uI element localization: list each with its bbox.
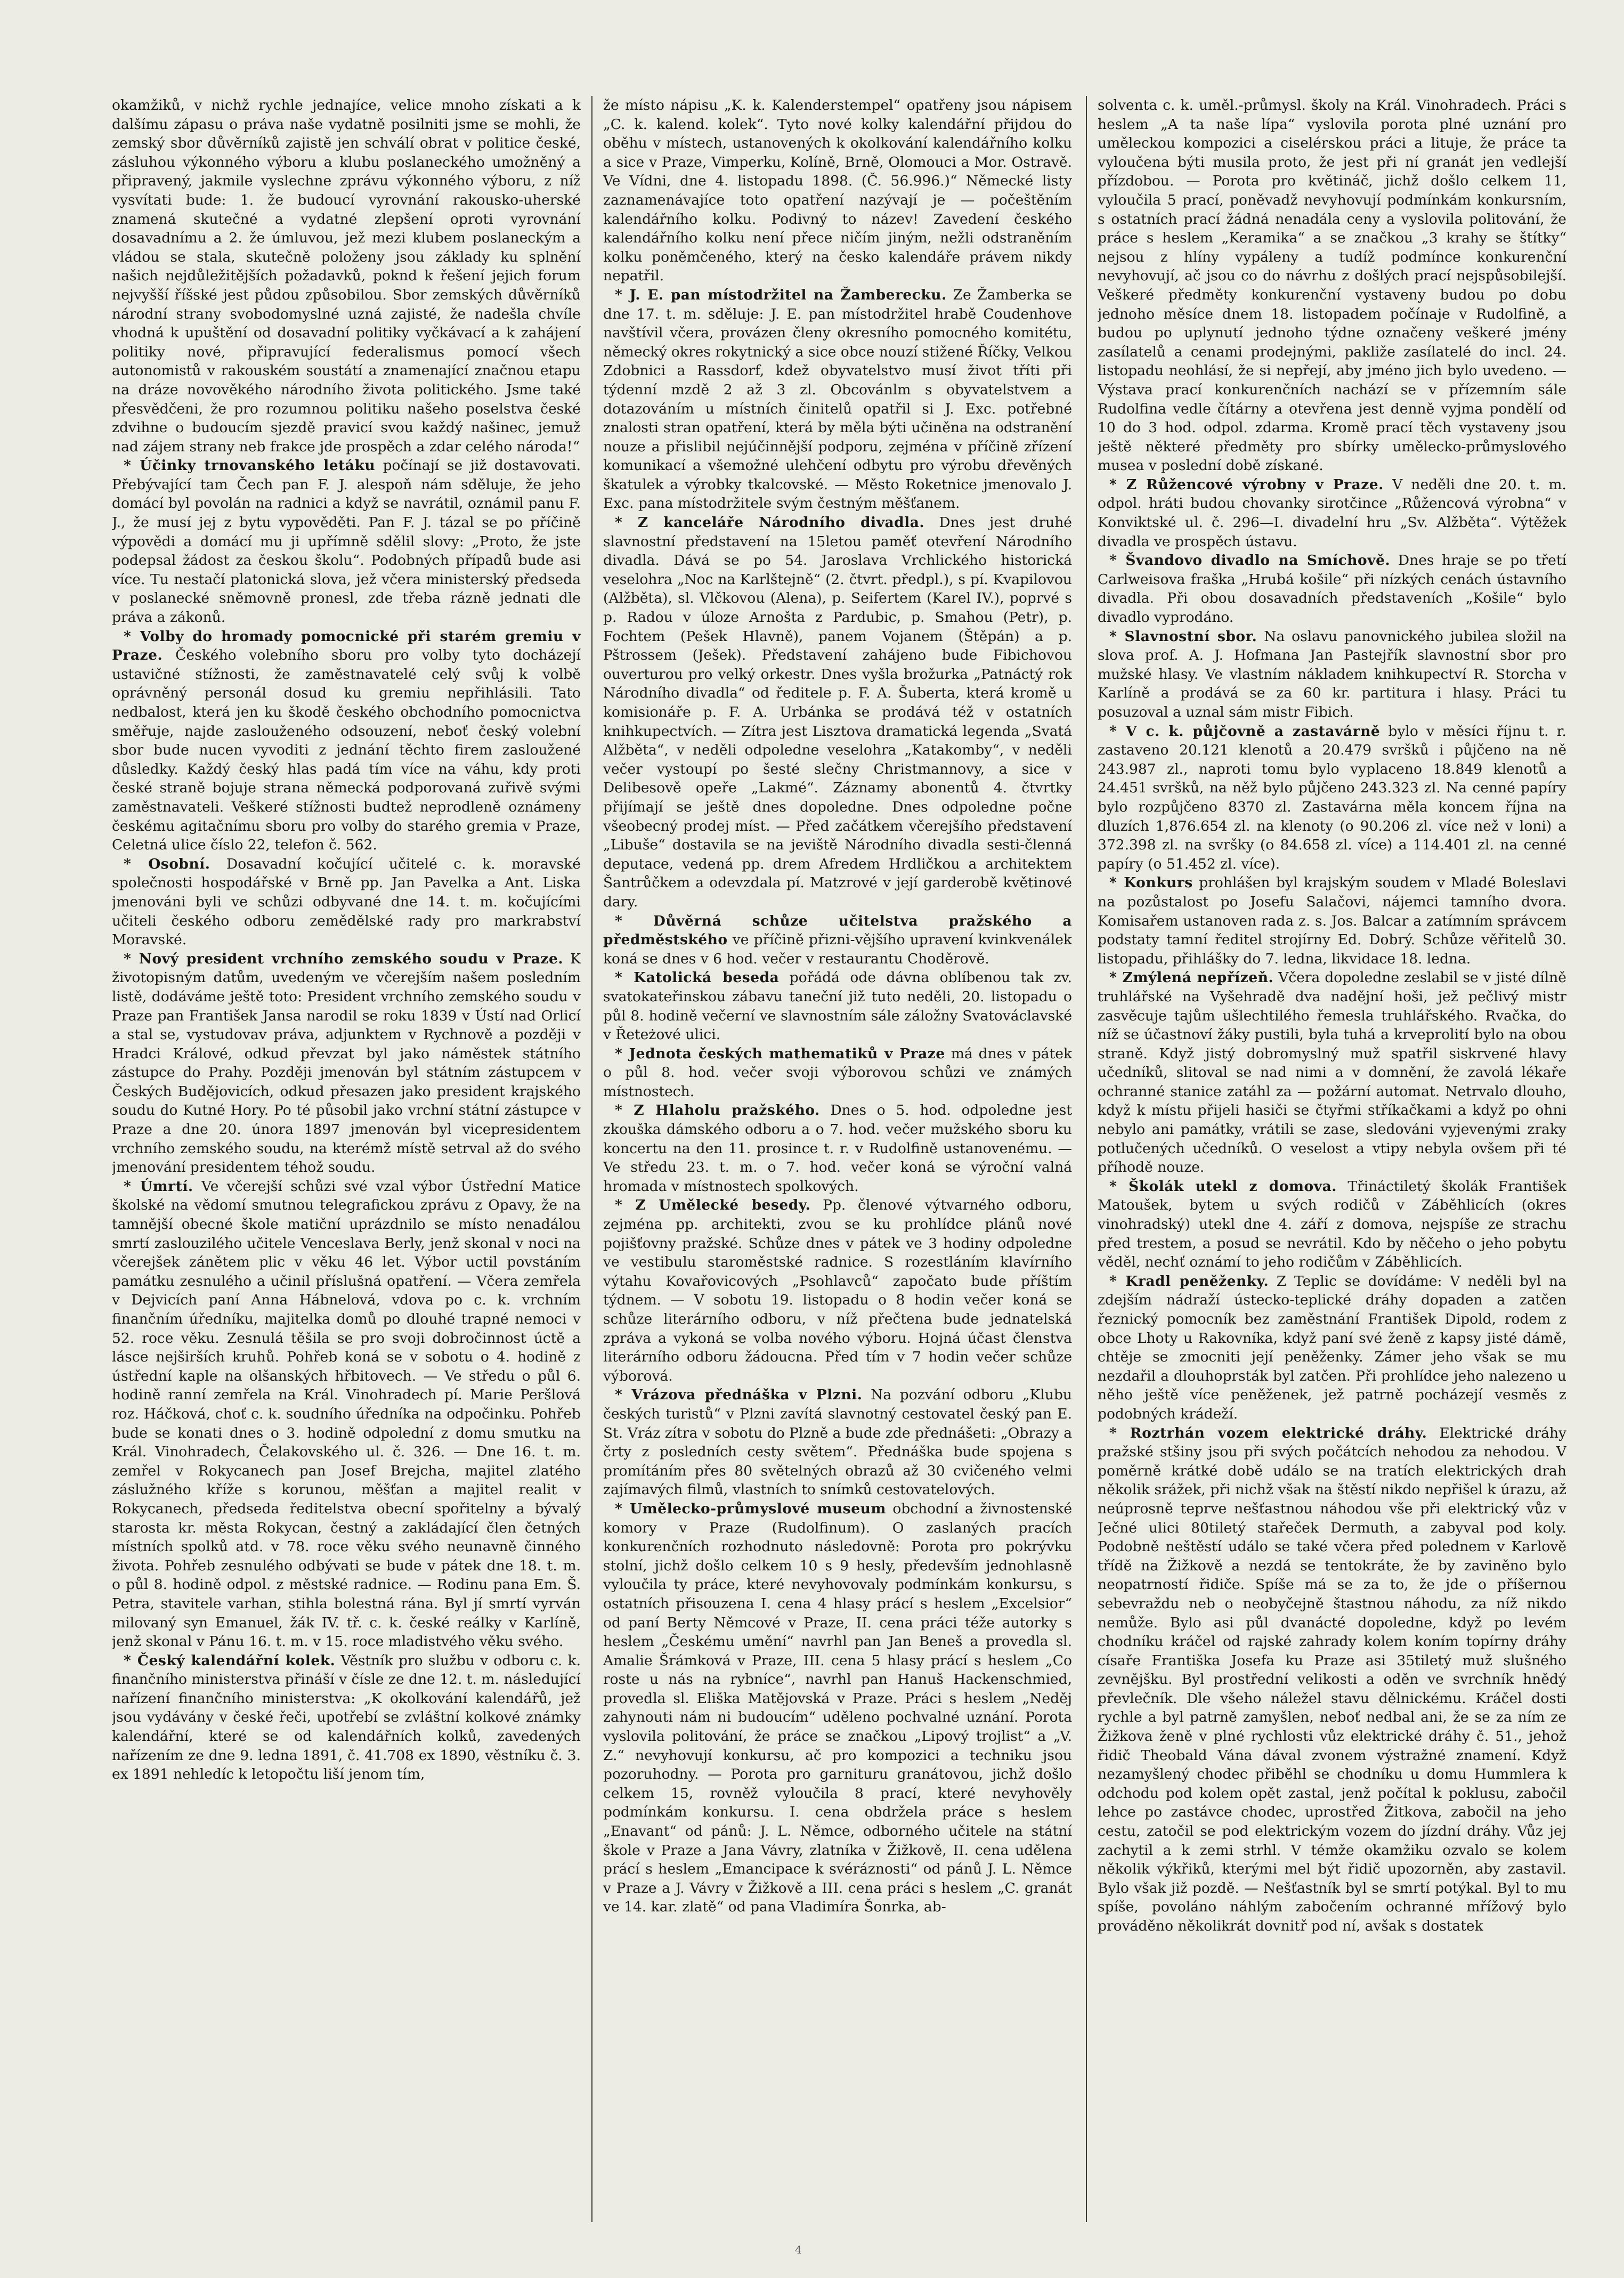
news-headline: * Z Hlaholu pražského. xyxy=(615,1102,820,1119)
news-text: Českého volebního sboru pro volby tyto docházejí ustavičné stížnosti, že zaměstnavatelé celý svůj k volbě oprávněný personál dosud ku gremiu nepřihlásili. Tato nedbalost, která jen ku škodě českého obchodního pomocnictva směřuje, najde zaslouženého odsouzení, neboť český volební sbor bude nucen vyvoditi z jednání těchto firem zasloužené důsledky. Každý český hlas padá tím více na váhu, kdy proti české straně bojuje strana německá podporovaná zuřivě svými zaměstnavateli. Veškeré stížnosti budtež neprodleně oznámeny českému agitačnímu sboru pro volby do starého gremia v Praze, Celetná ulice číslo 22, telefon č. 562. xyxy=(112,647,581,854)
news-item xyxy=(1098,722,1566,874)
news-item xyxy=(1098,475,1566,551)
news-text: solventa c. k. uměl.-průmysl. školy na Král. Vinohradech. Práci s heslem „A ta naše lípa“ vyslovila porota plné uznání pro uměleckou kompozici a ciselérskou práci a lituje, že práce ta vyloučena býti musila proto, že jest při ní granát jen vedlejší přízdobou. — Porota pro květináč, jichž došlo celkem 11, vyloučila 5 prací, poněvadž nevyhovují podmínkám konkursním, s ostatních prací žádná nenadála ceny a vyslovila politování, že práce s heslem „Keramika“ a se značkou „3 krahy se štítky“ nejsou z hlíny vypáleny a tudíž podmínce konkurenční nevyhovují, ač jsou co do návrhu z došlých prací nejspůsobilejší. Veškeré předměty konkurenční vystaveny budou po dobu jednoho měsíce dnem 18. listopadem počínaje v Rudolfině, a budou po uplynutí jednoho týdne označeny veškeré jmény zasílatelů a cenami prodejnými, pakliže zasílatelé do incl. 24. listopadu neohlásí, že si nepřejí, aby jméno jich bylo uvedeno. — Výstava prací konkurenčních nachází se v přízemním sále Rudolfina vedle čítárny a otevřena jest denně vyjma pondělí od 10 do 3 hod. odpol. zdarma. Kromě prací těch vystaveny jsou ještě některé předměty pro sbírky umělecko-průmyslového musea v poslední době získané. xyxy=(1098,97,1566,474)
news-text: Věstník pro službu v odboru c. k. finančního ministerstva přináší v čísle ze dne 12. t. m. následující nařízení finančního ministerstva: „K okolkování kalendářů, jež jsou vydávány v české řeči, upotřebí se zvláštní kolkové známky kalendářní, které se od kalendářních kolků, zavedených nařízením ze dne 9. ledna 1891, č. 41.708 ex 1890, věstníku č. 3. ex 1891 nehledíc k letopočtu liší jenom tím, xyxy=(112,1652,581,1783)
news-item xyxy=(603,1196,1072,1385)
news-text: že místo nápisu „K. k. Kalenderstempel“ opatřeny jsou nápisem „C. k. kalend. kolek“. Tyto nové kolky kalendářní přijdou do oběhu v místech, ustanovených k okolkování kalendářního kolku a sice v Praze, Vimperku, Kolíně, Brně, Olomouci a Mor. Ostravě. Ve Vídni, dne 4. listopadu 1898. (Č. 56.996.)“ Německé listy zaznamenávajíce toto opatření nazývají je — počeštěním kalendářního kolku. Podivný to název! Zavedení českého kalendářního kolku není přece ničím jiným, nežli odstraněním kolku poněmčeného, který na česko kalendáře právem nikdy nepatřil. xyxy=(603,97,1072,285)
news-headline: * Jednota českých mathematiků v Praze xyxy=(615,1045,945,1062)
news-text: Dnes o 5. hod. odpoledne jest zkouška dámského odboru a o 7. hod. večer mužského sboru ku koncertu na den 11. prosince t. r. v Rudolfině ustanovenému. — Ve středu 23. t. m. o 7. hod. večer koná se výroční valná hromada v místnostech spolkových. xyxy=(603,1102,1072,1195)
news-item xyxy=(112,950,581,1177)
news-item xyxy=(603,1385,1072,1499)
news-item xyxy=(603,912,1072,969)
news-item xyxy=(1098,968,1566,1177)
page-number: 4 xyxy=(795,2243,802,2256)
news-headline: * Z kanceláře Národního divadla. xyxy=(615,514,925,531)
news-text: Dnes hraje se po třetí Carlweisova fraška „Hrubá košile“ při nízkých cenách ústavního divadla. Při obou dosavadních představeních „Košile“ bylo divadlo vyprodáno. xyxy=(1098,552,1566,626)
news-item xyxy=(1098,1272,1566,1424)
news-headline: * Kradl peněženky. xyxy=(1109,1272,1269,1290)
news-text: Na pozvání odboru „Klubu českých turistů“ v Plzni zavítá slavnotný cestovatel český pan E. St. Vráz zítra v sobotu do Plzně a bude zde přednášeti: „Obrazy a črty z posledních cesty světem“. Přednáška bude spojena s promítáním přes 80 světelných obrazů až 30 cvičeného velmi zajímavých filmů, vlastních to snímků cestovatelových. xyxy=(603,1387,1072,1498)
news-headline: * J. E. pan místodržitel na Žamberecku. xyxy=(615,286,947,303)
news-headline: * Konkurs xyxy=(1109,874,1193,891)
news-item xyxy=(112,96,581,456)
news-text: okamžiků, v nichž rychle jednajíce, velice mnoho získati a k dalšímu zápasu o práva naše vydatně posilniti jsme se mohli, že zemský sbor důvěrníků zajistě jen schválí obrat v politice české, zásluhou výkonného výboru a klubu poslaneckého umožněný a připravený, jakmile vyslechne zprávu výkonného výboru, z níž vysvítati bude: 1. že budoucí vyrovnání rakousko-uherské znamená skutečné a vydatné zlepšení oproti vyrovnání dosavadnímu a 2. že úmluvou, jež mezi klubem poslaneckým a vládou se stala, skutečně položeny jsou základy ku splnění našich nejdůležitějších požadavků, poknd k řešení jejich forum nejvyšší říšské jest půdou způsobilou. Sbor zemských důvěrníků národní strany svobodomyslné uzná zajisté, že nadešla chvíle vhodná k upuštění od dosavadní politiky vyčkávací a k zahájení politiky nové, připravující federalismus pomocí všech autonomistů v rakouském soustátí a znamenající značnou etapu na dráze novověkého národního života politického. Jsme také přesvědčeni, že pro rozumnou politiku našeho poselstva české zdvihne o budoucím sjezdě pravicí svou každý našinec, jemuž nad zájem strany neb frakce jde prospěch a zdar celého národa!“ xyxy=(112,97,581,455)
news-item xyxy=(1098,551,1566,627)
news-item xyxy=(603,96,1072,286)
news-text: má dnes v pátek o půl 8. hod. večer svoji výborovou schůzi ve známých místnostech. xyxy=(603,1045,1072,1100)
newspaper-page xyxy=(112,96,1572,2222)
news-text: Z Teplic se dovídáme: V neděli byl na zdejším nádraží ústecko-teplické dráhy dopaden a zatčen řeznický pomocník bez zaměstnání František Dipold, rodem z obce Lhoty u Rakovníka, když paní své ženě z kapsy jisté dámě, chtěje se zmocniti její peněženky. Zámer jeho však se mu nezdařil a dlouhoprsták byl zatčen. Při prohlídce jeho nalezeno u něho ještě více peněženek, jež patrně pocházejí vesměs z podobných krádeží. xyxy=(1098,1272,1566,1422)
news-item xyxy=(112,1651,581,1784)
news-headline: * Volby do hromady pomocnické při starém gremiu v Praze. xyxy=(112,628,581,664)
column-rule xyxy=(1086,96,1087,2222)
column-2 xyxy=(603,96,1072,2222)
news-item xyxy=(112,456,581,627)
news-text: V neděli dne 20. t. m. odpol. hráti budou chovanky sirotčince „Růžencová výrobna“ v Konviktské ul. č. 296—I. divadelní hru „Sv. Alžběta“. Výtěžek divadla ve prospěch ústavu. xyxy=(1098,476,1566,550)
news-headline: * Důvěrná schůze učitelstva pražského a předměstského xyxy=(603,912,1072,949)
news-headline: * Vrázova přednáška v Plzni. xyxy=(615,1387,863,1404)
news-headline: * Z Umělecké besedy. xyxy=(615,1197,811,1214)
news-headline: * Roztrhán vozem elektrické dráhy. xyxy=(1109,1424,1427,1441)
news-headline: * Švandovo divadlo na Smíchově. xyxy=(1109,552,1391,569)
news-headline: * Umělecko-průmyslové museum xyxy=(615,1500,886,1517)
news-text: počínají se již dostavovati. Přebývající tam Čech pan F. J. alespoň nám sděluje, že jeho domácí byl povolán na radnici a když se navrátil, oznámil panu F. J., že musí jej z bytu vypověděti. Pan F. J. tázal se po příčině výpovědi a domácí mu ji upřímně sdělil slovy: „Proto, že jste podepsal žádost za českou školu“. Podobných případů bude asi více. Tu nestačí platonická slova, jež včera ministerský předseda v poslanecké sněmovně pronesl, zde třeba rázně jednati dle práva a zákonů. xyxy=(112,457,581,626)
news-text: Ze Žamberka se dne 17. t. m. sděluje: J. E. pan místodržitel hrabě Coudenhove navštívil včera, provázen členy okresního pomocného komitétu, německý okres rokytnický a sice obce nouzí stižené Říčky, Velkou Zdobnici a Rassdorf, kdež obyvatelstvo musí život tříti při týdenní mzdě 2 až 3 zl. Obcovánlm s obyvatelstvem a dotazováním u místních činitelů opatřil si J. Exc. potřebné znalosti stran opatření, která by měla býti učiněna na odstranění nouze a přislibil nejúčinnější podporu, zejména v příčině zřízení komunikací a všemožné ulehčení odbytu pro výrobu dřevěných škatulek a výrobky tkalcovské. — Město Roketnice jmenovalo J. Exc. pana místodržitele svým čestným měšťanem. xyxy=(603,286,1072,512)
news-text: bylo v měsíci říjnu t. r. zastaveno 20.121 klenotů a 20.479 svršků i půjčeno na ně 243.987 zl., naproti tomu bylo vyplaceno 18.849 klenotů a 24.451 svršků, na něž bylo půjčeno 243.323 zl. Na cenné papíry bylo rozpůjčeno 8370 zl. Zastavárna měla koncem října na dluzích 1,876.654 zl. na klenoty (o 90.206 zl. více než v loni) a 372.398 zl. na svršky (o 84.658 zl. více) a 114.401 zl. na cenné papíry (o 51.452 zl. více). xyxy=(1098,723,1566,872)
news-text: Pp. členové výtvarného odboru, zejména pp. architekti, zvou se ku prohlídce plánů nové pojišťovny pražské. Schůze dnes v pátek ve 3 hodiny odpoledne ve vestibulu staroměstské radnice. S rozestláním klavírního výtahu Kovařovicových „Psohlavců“ započato bude příštím týdnem. — V sobotu 19. listopadu o 8 hodin večer koná se schůze literárního odboru, v níž přečtena bude jednatelská zpráva a vykoná se volba nového výboru. Hojná účast členstva literárního odboru žádoucna. Před tím v 7 hodin večer schůze výborová. xyxy=(603,1197,1072,1384)
news-text: Dosavadní kočující učitelé c. k. moravské společnosti hospodářské v Brně pp. Jan Pavelka a Ant. Liska jmenováni byli ve schůzi odbyvané dne 14. t. m. kočujícími učiteli českého odboru zemědělské rady pro markrabství Moravské. xyxy=(112,855,581,949)
news-headline: * Z Růžencové výrobny v Praze. xyxy=(1109,476,1384,493)
news-item xyxy=(112,1177,581,1651)
column-rule xyxy=(591,96,592,2222)
news-text: Třináctiletý školák František Matoušek, bytem u svých rodičů v Záběhlicích (okres vinohradský) utekl dne 4. září z domova, nejspíše ze strachu před trestem, a posud se nevrátil. Kdo by něčeho o jeho pobytu věděl, nechť oznámí to jeho rodičům v Záběhlicích. xyxy=(1098,1178,1566,1271)
news-text: Elektrické dráhy pražské stšiny jsou při svých počátcích nehodou za nehodou. V poměrně krátké době událo se na tratích elektrických drah několik srážek, při nichž však na štěstí nikdo nepřišel k úrazu, až neúprosně teprve nešťastnou náhodou vše při elektrický vůz v Ječné ulici 80tiletý stařeček Dermuth, a zabyval pod koly. Podobně neštěstí událo se také včera před polednem v Karlově třídě na Žižkově a nezdá se tentokráte, že by zaviněno bylo neopatrností řidiče. Spíše má se za to, že jde o příšernou sebevraždu neb o neobyčejně štastnou náhodu, za níž nikdo nemůže. Bylo asi půl dvanácté dopoledne, když po levém chodníku kráčel od rajské zahrady kolem koním topírny dráhy císaře Františka Josefa ku Praze asi 35tiletý muž slušného zevnějšku. Byl prostřední velikosti a oděn ve svrchník hnědý převlečník. Dle všeho náležel stavu dělnickému. Kráčel dosti rychle a byl patrně zamyšlen, neboť nedbal ani, že se za ním ze Žižkova ženě v plné rychlosti vůz elektrické dráhy č. 51., jehož řidič Theobald Vána dával zvonem výstražné znamení. Když nezamyšlený chodec přiběhl se chodníku u domu Hummlera k odchodu pod kolem opět zastal, jenž počítal k poklusu, zabočil lehce po zastávce chodec, uprostřed Žitkova, zabočil na jeho cestu, zatočil se pod elektrickým vozem do jízdní dráhy. Vůz jej zachytil a k zemi strhl. V témže okamžiku ozvalo se kolem několik výkřiků, kterými mel být řidič upozorněn, aby zastavil. Bylo však již pozdě. — Nešťastník byl se smrtí potýkal. Byl to mu spíše, povoláno náhlým zabočením ochranné mřížový bylo prováděno několikrát dovnitř pod ní, avšak s dostatek xyxy=(1098,1424,1566,1934)
news-item xyxy=(112,627,581,855)
news-item xyxy=(1098,873,1566,968)
column-3 xyxy=(1098,96,1566,2222)
news-item xyxy=(603,968,1072,1044)
news-headline: * Zmýlená nepřízeň. xyxy=(1109,969,1274,986)
news-item xyxy=(1098,96,1566,475)
news-text: Ve včerejší schůzi své vzal výbor Ústřední Matice školské na vědomí smutnou telegrafickou zprávu z Opavy, že na tamnější obecné škole matiční uprázdnilo se místo nenadálou smrtí zaslouzilého učitele Venceslava Berly, jenž skonal v noci na včerejšek zánětem plic v věku 46 let. Výbor uctil povstáním památku zesnulého a učinil příslušná opatření. — Včera zemřela v Dejvicích paní Anna Hábnelová, vdova po c. k. vrchním finančním úředníku, majitelka domů po dlouhé trapné nemoci v 52. roce věku. Zesnulá těšila se pro svoji dobročinnost úctě a lásce nejširších kruhů. Pohřeb koná se v sobotu o 4. hodině z ústřední kaple na olšanských hřbitovech. — Ve středu o půl 6. hodině ranní zemřela na Král. Vinohradech pí. Marie Peršlová roz. Háčková, choť c. k. soudního úředníka na odpočinku. Pohřeb bude se konati dnes o 3. hodině odpolední z domu smutku na Král. Vinohradech, Čelakovského ul. č. 326. — Dne 16. t. m. zemřel v Rokycanech pan Josef Brejcha, majitel zlatého záslužného kříže s korunou, měšťan a majitel realit v Rokycanech, předseda ředitelstva obecní spořitelny a bývalý starosta kr. města Rokycan, čestný a zakládající člen četných místních spolků atd. v 78. roce věku svého neunavně činného života. Pohřeb zesnulého odbývati se bude v pátek dne 18. t. m. o půl 8. hodině odpol. z městské radnice. — Rodinu pana Em. Š. Petra, stavitele varhan, stihla bolestná rána. Byl jí smrtí vyrván milovaný syn Emanuel, žák IV. tř. c. k. české reálky v Karlíně, jenž skonal v Pánu 16. t. m. v 15. roce mladistvého věku svého. xyxy=(112,1178,581,1650)
news-headline: * Katolická beseda xyxy=(615,969,779,986)
news-text: Včera dopoledne zeslabil se v jisté dílně truhlářské na Vyšehradě dva nadějní hoši, jež pečlivý mistr zasvěcuje tajům ušlechtilého řemesla truhlářského. Rvačka, do níž se účastnoví žáky pustili, byla tuhá a krveprolití bylo na obou straně. Když jistý dobromyslný muž spatřil siskrvené hlavy učedníků, slitoval se nad nimi a v domnění, že zavolá lékaře ochranné stanice zatáhl za — požární automat. Netrvalo dlouho, když k místu přijeli hasiči se čtyřmi stříkačkami a když po ohni nebylo ani památky, vrátili se zase, sledováni vyjevenými zraky potlučených učedníků. O veselost a vtipy nebyla ovšem při té příhodě nouze. xyxy=(1098,969,1566,1176)
news-headline: * Školák utekl z domova. xyxy=(1109,1178,1337,1195)
news-item xyxy=(112,855,581,950)
news-text: ve příčině přizni-vějšího upravení kvinkvenálek koná se dnes v 6 hod. večer v restaurantu Choděrově. xyxy=(603,931,1072,967)
news-headline: * Účinky trnovanského letáku xyxy=(124,457,376,474)
news-item xyxy=(603,1499,1072,1917)
news-headline: * Nový president vrchního zemského soudu v Praze. xyxy=(124,950,564,967)
news-headline: * Slavnostní sbor. xyxy=(1109,628,1257,645)
news-item xyxy=(1098,1424,1566,1936)
news-headline: * V c. k. půjčovně a zastavárně xyxy=(1109,723,1381,740)
news-item xyxy=(603,513,1072,911)
news-item xyxy=(603,1044,1072,1101)
news-headline: * Český kalendářní kolek. xyxy=(124,1652,336,1669)
column-1 xyxy=(112,96,581,2222)
news-headline: * Osobní. xyxy=(124,855,210,872)
news-headline: * Úmrtí. xyxy=(124,1178,193,1195)
news-item xyxy=(1098,1177,1566,1272)
news-text: obchodní a živnostenské komory v Praze (Rudolfinum). O zaslaných pracích konkurenčních rozhodnuto následovně: Porota pro pokrývku stolní, jichž došlo celkem 10 s 9 hesly, především jednohlasně vyloučila ty práce, které nevyhovovaly podmínkám konkursu, s ostatních přisouzena I. cena 4 hlasy prácí s heslem „Excelsior“ od paní Berty Němcové v Praze, II. cena práci téže autorky s heslem „Českému umění“ navrhl pan Jan Beneš a provedla sl. Amalie Šrámková v Praze, III. cena 5 hlasy prácí s heslem „Co roste u nás na rybníce“, navrhl pan Hanuš Hackenschmied, provedla sl. Eliška Matějovská v Praze. Práci s heslem „Neděj zahynouti nám ni budoucím“ uděleno pochvalné uznání. Porota vyslovila politování, že práce se značkou „Lipový trojlist“ a „V. Z.“ nevyhovují konkursu, ač pro kompozici a techniku jsou pozoruhodny. — Porota pro garnituru granátovou, jichž došlo celkem 15, rovněž vyloučila 8 prací, které nevyhověly podmínkám konkursu. I. cena obdržela práce s heslem „Enavant“ od pánů: J. L. Němce, odborného učitele na státní škole v Praze a Jana Vávry, zlatníka v Žižkově, II. cena udělena prácí s heslem „Emancipace k svéráznosti“ od pánů J. L. Němce v Praze a J. Vávry v Žižkově a III. cena práci s heslem „C. granát ve 14. kar. zlatě“ od pana Vladimíra Šonrka, ab- xyxy=(603,1500,1072,1916)
news-item xyxy=(1098,627,1566,722)
news-item xyxy=(603,1101,1072,1196)
news-text: Dnes jest druhé slavnostní představení na 15letou paměť otevření Národního divadla. Dává se po 54. Jaroslava Vrchlického historická veselohra „Noc na Karlštejně“ (2. čtvrt. předpl.), s pí. Kvapilovou (Alžběta), sl. Vlčkovou (Alena), p. Seifertem (Karel IV.), poprvé s p. Radou v úloze Arnošta z Pardubic, p. Smahou (Petr), p. Fochtem (Pešek Hlavně), panem Vojanem (Štěpán) a p. Pštrossem (Ješek). Představení zahájeno bude Fibichovou ouverturou pro velký orkestr. Dnes vyšla brožurka „Patnáctý rok Národního divadla“ od ředitele p. F. A. Šuberta, která kromě u komisionáře p. F. A. Urbánka se prodává též v ostatních knihkupectvích. — Zítra jest Lisztova dramatická legenda „Svatá Alžběta“, v neděli odpoledne veselohra „Katakomby“, v neděli večer vystoupí po šesté slečny Christmannovy, a sice v Delibesově opeře „Lakmé“. Záznamy abonentů 4. čtvrtky přijímají se ještě dnes dopoledne. Dnes odpoledne počne všeobecný prodej míst. — Před začátkem včerejšího představení „Libuše“ dostavila se na jeviště Národního divadla sesti-členná deputace, vedená pp. drem Afredem Hrdličkou a architektem Šantrůčkem a odevzdala pí. Matzrové v její garderobě květinové dary. xyxy=(603,514,1072,910)
news-text: K životopisným datům, uvedeným ve včerejším našem posledním listě, dodáváme ještě toto: President vrchního zemského soudu v Praze pan František Jansa narodil se roku 1839 v Ústí nad Orlicí a stal se, vystudovav práva, adjunktem v Rychnově a později v Hradci Králové, odkud převzat byl jako náměstek státního zástupce do Prahy. Později jmenován byl státním zástupcem v Českých Budějovicích, odkud přesazen jako president krajského soudu do Kutné Hory. Po té působil jako vrchní státní zástupce v Praze a dne 20. února 1897 jmenován byl vicepresidentem vrchního zemského soudu, na kterémž místě setrval až do svého jmenování presidentem téhož soudu. xyxy=(112,950,581,1176)
news-text: prohlášen byl krajským soudem v Mladé Boleslavi na pozůstalost po Josefu Salačovi, nájemci tamního dvora. Komisařem ustanoven rada z. s. Jos. Balcar a zatímním správcem podstaty tamní ředitel strojírny Ed. Dobrý. Schůze věřitelů 30. listopadu, přihlášky do 7. ledna, likvidace 18. ledna. xyxy=(1098,874,1566,967)
news-item xyxy=(603,286,1072,513)
news-text: Na oslavu panovnického jubilea složil na slova prof. A. J. Hofmana Jan Pastejřík slavnostní sbor pro mužské hlasy. Ve vlastním nákladem knihkupectví R. Storcha v Karlíně a prodává se za 60 kr. partitura i hlasy. Práci tu posuzoval a uznal sám mistr Fibich. xyxy=(1098,628,1566,720)
news-text: pořádá ode dávna oblíbenou tak zv. svatokateřinskou zábavu taneční již tuto neděli, 20. listopadu o půl 8. hodině večerní ve slavnostním sále záložny Svatováclavské v Řeteżové ulici. xyxy=(603,969,1072,1043)
